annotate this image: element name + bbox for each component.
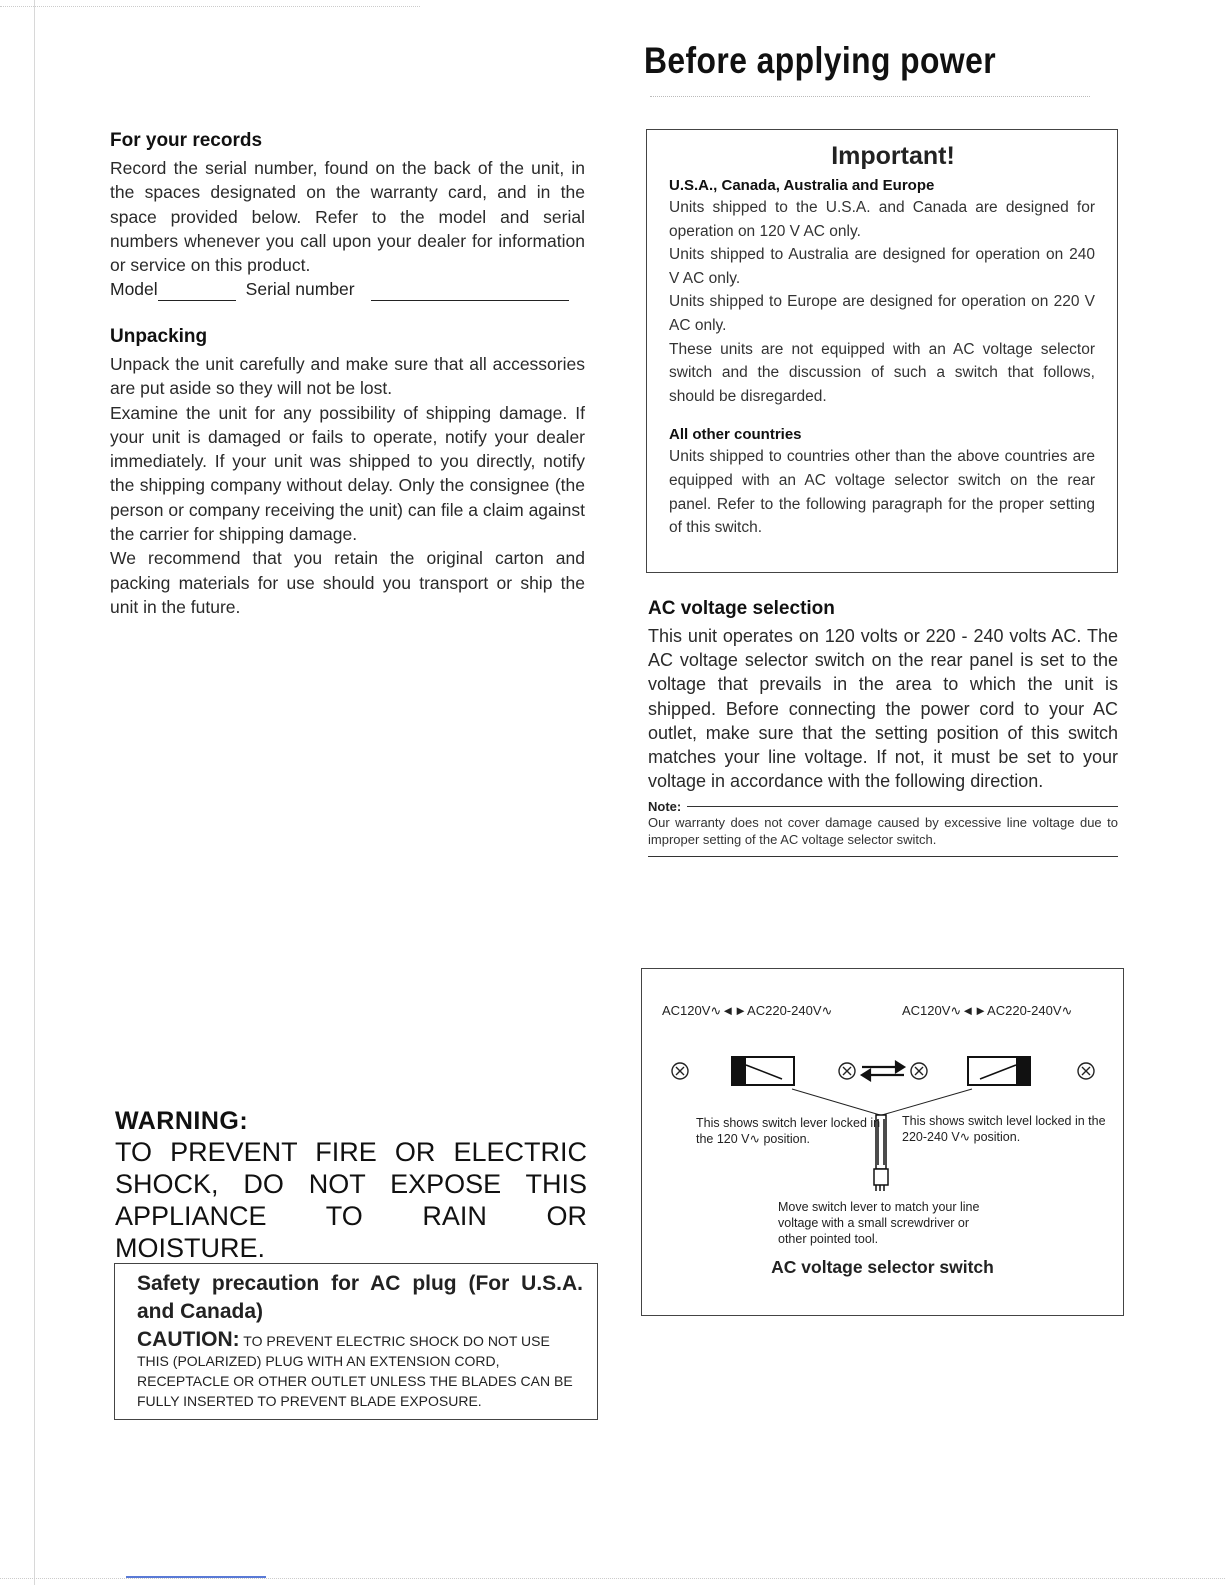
diagram-caption-right: This shows switch level locked in the 220-240 V∿ position.	[902, 1114, 1106, 1144]
model-label: Model	[110, 279, 158, 300]
swap-arrows-icon	[862, 1062, 904, 1080]
note-text: Our warranty does not cover damage caused by excessive line voltage due to improper setting of the AC voltage selector switch.	[648, 815, 1118, 848]
diagram-caption-left: This shows switch lever locked in the 120 V∿ position.	[696, 1116, 881, 1146]
warning-text: TO PREVENT FIRE OR ELECTRIC SHOCK, DO NOT EXPOSE THIS APPLIANCE TO RAIN OR MOISTURE.	[115, 1137, 587, 1263]
unpacking-heading: Unpacking	[110, 326, 208, 347]
warning-heading: WARNING:	[115, 1107, 249, 1135]
warning-section	[115, 1107, 587, 1264]
important-p2: Units shipped to Australia are designed for operation on 240 V AC only.	[669, 246, 1095, 287]
diagram-title: AC voltage selector switch	[771, 1257, 994, 1277]
note-label: Note:	[648, 799, 682, 815]
important-p4: These units are not equipped with an AC voltage selector switch and the discussion of such a switch that follows, should be disregarded.	[669, 340, 1095, 405]
important-p5: Units shipped to countries other than the above countries are equipped with an AC voltage selector switch on the rear panel. Refer to the following paragraph for the proper setting of this switch.	[669, 448, 1095, 537]
title-rule	[650, 96, 1090, 97]
screw-icon	[839, 1063, 855, 1079]
switch-220v-icon	[968, 1057, 1030, 1085]
diagram-caption-bottom: Move switch lever to match your line voltage with a small screwdriver or other pointed tool.	[778, 1200, 980, 1246]
ac-selection-heading: AC voltage selection	[648, 598, 835, 619]
diagram-label-right: AC120V∿◄►AC220-240V∿	[902, 1003, 1073, 1018]
note-label-row	[648, 799, 1118, 814]
important-heading: Important!	[831, 142, 955, 170]
serial-label: Serial number	[245, 279, 355, 300]
diagram-label-left: AC120V∿◄►AC220-240V∿	[662, 1003, 833, 1018]
records-heading: For your records	[110, 130, 263, 151]
page-edge-rule	[34, 0, 35, 1585]
important-region-1: U.S.A., Canada, Australia and Europe	[669, 177, 935, 194]
screw-icon	[672, 1063, 688, 1079]
model-field[interactable]	[158, 284, 236, 301]
unpacking-p1: Unpack the unit carefully and make sure that all accessories are put aside so they will not be lost.	[110, 354, 585, 399]
ac-selection-section	[648, 598, 1118, 857]
serial-field[interactable]	[371, 284, 569, 301]
records-fields	[110, 277, 585, 301]
important-region-2: All other countries	[669, 426, 802, 444]
caution-body: TO PREVENT ELECTRIC SHOCK DO NOT USE THIS (POLARIZED) PLUG WITH AN EXTENSION CORD, RECEPTACLE OR OTHER OUTLET UNLESS THE BLADES CAN BE FULLY INSERTED TO PREVENT BLADE EXPOSURE.	[137, 1333, 573, 1409]
safety-box	[114, 1263, 598, 1420]
important-p3: Units shipped to Europe are designed for operation on 220 V AC only.	[669, 293, 1095, 334]
page-bottom-rule	[0, 1578, 1225, 1579]
screw-icon	[911, 1063, 927, 1079]
switch-120v-icon	[732, 1057, 794, 1085]
ac-selection-body: This unit operates on 120 volts or 220 - 240 volts AC. The AC voltage selector switch on the rear panel is set to the voltage that prevails in the area to which the unit is shipped. Before connecting the power cord to your AC outlet, make sure that the setting position of this switch matches your line voltage. If not, it must be set to your voltage in accordance with the following direction.	[648, 626, 1118, 792]
page-top-rule	[0, 6, 420, 7]
unpacking-p3: We recommend that you retain the original carton and packing materials for use should you transport or ship the unit in the future.	[110, 548, 585, 617]
voltage-switch-diagram	[641, 968, 1124, 1316]
page-title: Before applying power	[644, 40, 997, 81]
important-p1: Units shipped to the U.S.A. and Canada are designed for operation on 120 V AC only.	[669, 199, 1095, 240]
records-section	[110, 130, 585, 301]
unpacking-p2: Examine the unit for any possibility of shipping damage. If your unit is damaged or fails to operate, notify your dealer immediately. If your unit was shipped to you directly, notify the shipping company without delay. Only the consignee (the person or company receiving the unit) can file a claim against the carrier for shipping damage.	[110, 402, 585, 545]
unpacking-section	[110, 326, 585, 619]
important-box	[646, 129, 1118, 573]
caution-text	[137, 1330, 583, 1411]
safety-heading: Safety precaution for AC plug (For U.S.A. and Canada)	[137, 1272, 583, 1323]
note-rule-bottom	[648, 856, 1118, 857]
note-rule-top	[687, 806, 1118, 807]
caution-label: CAUTION:	[137, 1328, 240, 1351]
page-bottom-accent	[126, 1576, 266, 1578]
records-body: Record the serial number, found on the back of the unit, in the spaces designated on the warranty card, and in the space provided below. Refer to the model and serial numbers whenever you call upon your dealer for information or service on this product.	[110, 158, 585, 276]
screw-icon	[1078, 1063, 1094, 1079]
